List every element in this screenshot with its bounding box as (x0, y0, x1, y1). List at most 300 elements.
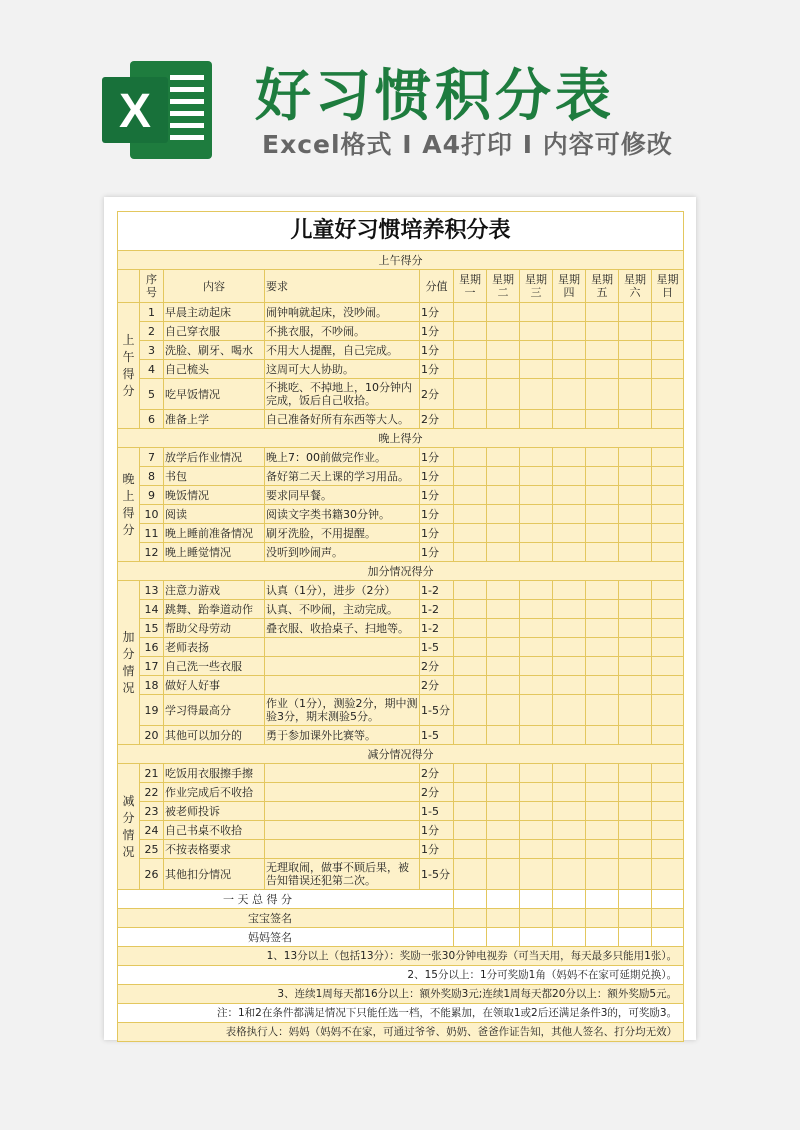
score-cell[interactable] (652, 840, 684, 859)
score-cell[interactable] (619, 543, 652, 562)
score-cell[interactable] (520, 524, 553, 543)
score-cell[interactable] (586, 341, 619, 360)
score-cell[interactable] (586, 505, 619, 524)
score-cell[interactable] (553, 726, 586, 745)
score-cell[interactable] (553, 676, 586, 695)
table-row (118, 726, 684, 745)
excel-logo-icon (100, 55, 215, 165)
table-row (118, 840, 684, 859)
summary-cell[interactable] (652, 890, 684, 909)
score-cell[interactable] (619, 379, 652, 410)
row-requirement: 叠衣服、收拾桌子、扫地等。 (265, 619, 420, 638)
score-cell[interactable] (454, 410, 487, 429)
score-cell[interactable] (520, 802, 553, 821)
section-heading-row (118, 429, 684, 448)
row-requirement: 作业（1分），测验2分，期中测验3分，期末测验5分。 (265, 695, 420, 726)
row-number: 14 (140, 600, 164, 619)
score-cell[interactable] (652, 802, 684, 821)
score-cell[interactable] (520, 821, 553, 840)
score-cell[interactable] (586, 524, 619, 543)
score-cell[interactable] (454, 543, 487, 562)
score-cell[interactable] (652, 676, 684, 695)
score-cell[interactable] (454, 448, 487, 467)
row-content: 洗脸、刷牙、喝水 (164, 341, 265, 360)
score-cell[interactable] (454, 524, 487, 543)
table-body (118, 212, 684, 1042)
summary-cell[interactable] (520, 890, 553, 909)
score-cell[interactable] (652, 695, 684, 726)
score-cell[interactable] (619, 360, 652, 379)
score-cell[interactable] (652, 524, 684, 543)
row-number: 15 (140, 619, 164, 638)
row-number: 25 (140, 840, 164, 859)
score-cell[interactable] (454, 676, 487, 695)
score-cell[interactable] (553, 410, 586, 429)
score-cell[interactable] (487, 859, 520, 890)
row-score: 1-5分 (420, 859, 454, 890)
note-row (118, 1023, 684, 1042)
table-row (118, 821, 684, 840)
row-requirement (265, 783, 420, 802)
row-requirement (265, 764, 420, 783)
score-cell[interactable] (619, 676, 652, 695)
row-score: 1分 (420, 524, 454, 543)
score-cell[interactable] (454, 657, 487, 676)
summary-cell[interactable] (619, 890, 652, 909)
score-cell[interactable] (586, 410, 619, 429)
table-row (118, 657, 684, 676)
score-cell[interactable] (487, 581, 520, 600)
note-text: 1、13分以上（包括13分）：奖励一张30分钟电视券（可当天用，每天最多只能用1张）。 (118, 947, 684, 966)
score-cell[interactable] (553, 467, 586, 486)
row-content: 晚饭情况 (164, 486, 265, 505)
score-cell[interactable] (454, 821, 487, 840)
row-score: 1-5 (420, 802, 454, 821)
header-spacer (118, 270, 140, 303)
score-cell[interactable] (652, 379, 684, 410)
score-cell[interactable] (454, 467, 487, 486)
score-cell[interactable] (487, 360, 520, 379)
score-cell[interactable] (619, 638, 652, 657)
summary-cell[interactable] (520, 909, 553, 928)
row-requirement: 没听到吵闹声。 (265, 543, 420, 562)
score-cell[interactable] (652, 600, 684, 619)
score-cell[interactable] (487, 600, 520, 619)
row-requirement (265, 802, 420, 821)
header-day: 星期二 (487, 270, 520, 303)
score-cell[interactable] (553, 524, 586, 543)
score-cell[interactable] (619, 657, 652, 676)
score-cell[interactable] (619, 600, 652, 619)
row-content: 吃早饭情况 (164, 379, 265, 410)
table-row (118, 802, 684, 821)
row-score: 1分 (420, 505, 454, 524)
row-requirement: 阅读文字类书籍30分钟。 (265, 505, 420, 524)
row-score: 1-5 (420, 726, 454, 745)
score-cell[interactable] (487, 379, 520, 410)
score-cell[interactable] (652, 764, 684, 783)
hero-subtitle: Excel格式 I A4打印 I 内容可修改 (262, 130, 673, 159)
score-cell[interactable] (619, 486, 652, 505)
score-cell[interactable] (652, 486, 684, 505)
score-cell[interactable] (586, 600, 619, 619)
summary-cell[interactable] (520, 928, 553, 947)
section-heading: 加分情况得分 (118, 562, 684, 581)
row-requirement: 勇于参加课外比赛等。 (265, 726, 420, 745)
score-cell[interactable] (553, 840, 586, 859)
score-cell[interactable] (553, 859, 586, 890)
section-heading: 减分情况得分 (118, 745, 684, 764)
score-cell[interactable] (586, 638, 619, 657)
summary-cell[interactable] (619, 928, 652, 947)
row-number: 26 (140, 859, 164, 890)
score-cell[interactable] (619, 524, 652, 543)
score-cell[interactable] (586, 764, 619, 783)
table-row (118, 695, 684, 726)
score-cell[interactable] (619, 303, 652, 322)
summary-cell[interactable] (553, 909, 586, 928)
row-number: 9 (140, 486, 164, 505)
score-cell[interactable] (619, 619, 652, 638)
score-cell[interactable] (487, 657, 520, 676)
summary-cell[interactable] (652, 928, 684, 947)
row-number: 22 (140, 783, 164, 802)
score-cell[interactable] (586, 726, 619, 745)
logo-letter: X (118, 85, 152, 138)
score-cell[interactable] (487, 448, 520, 467)
row-content: 帮助父母劳动 (164, 619, 265, 638)
summary-cell[interactable] (586, 909, 619, 928)
score-cell[interactable] (520, 676, 553, 695)
row-content: 放学后作业情况 (164, 448, 265, 467)
score-cell[interactable] (487, 695, 520, 726)
row-content: 作业完成后不收拾 (164, 783, 265, 802)
score-cell[interactable] (619, 448, 652, 467)
score-cell[interactable] (553, 379, 586, 410)
row-requirement: 自己准备好所有东西等大人。 (265, 410, 420, 429)
score-cell[interactable] (487, 341, 520, 360)
table-row (118, 322, 684, 341)
row-score: 1-2 (420, 581, 454, 600)
score-cell[interactable] (487, 764, 520, 783)
summary-cell[interactable] (454, 928, 487, 947)
score-cell[interactable] (652, 783, 684, 802)
score-cell[interactable] (487, 676, 520, 695)
score-cell[interactable] (454, 859, 487, 890)
score-cell[interactable] (487, 821, 520, 840)
score-cell[interactable] (553, 657, 586, 676)
score-cell[interactable] (553, 360, 586, 379)
row-requirement: 晚上7：00前做完作业。 (265, 448, 420, 467)
row-score: 1分 (420, 486, 454, 505)
row-content: 被老师投诉 (164, 802, 265, 821)
score-cell[interactable] (586, 657, 619, 676)
hero-title: 好习惯积分表 (255, 64, 615, 129)
table-row (118, 448, 684, 467)
score-cell[interactable] (619, 726, 652, 745)
row-number: 2 (140, 322, 164, 341)
score-cell[interactable] (553, 764, 586, 783)
row-content: 不按表格要求 (164, 840, 265, 859)
score-cell[interactable] (520, 410, 553, 429)
summary-cell[interactable] (553, 928, 586, 947)
row-requirement: 备好第二天上课的学习用品。 (265, 467, 420, 486)
score-cell[interactable] (520, 619, 553, 638)
score-cell[interactable] (619, 764, 652, 783)
score-cell[interactable] (454, 303, 487, 322)
score-cell[interactable] (586, 676, 619, 695)
score-cell[interactable] (487, 322, 520, 341)
score-cell[interactable] (520, 448, 553, 467)
row-score: 2分 (420, 783, 454, 802)
summary-cell[interactable] (586, 928, 619, 947)
score-cell[interactable] (454, 726, 487, 745)
score-cell[interactable] (487, 802, 520, 821)
header-index: 序号 (140, 270, 164, 303)
header-content: 内容 (164, 270, 265, 303)
score-cell[interactable] (454, 322, 487, 341)
score-cell[interactable] (487, 410, 520, 429)
score-cell[interactable] (619, 410, 652, 429)
score-cell[interactable] (652, 581, 684, 600)
row-content: 学习得最高分 (164, 695, 265, 726)
score-cell[interactable] (487, 467, 520, 486)
score-cell[interactable] (520, 764, 553, 783)
score-cell[interactable] (454, 783, 487, 802)
score-cell[interactable] (520, 486, 553, 505)
score-cell[interactable] (652, 448, 684, 467)
score-cell[interactable] (619, 859, 652, 890)
table-row (118, 543, 684, 562)
row-number: 23 (140, 802, 164, 821)
score-cell[interactable] (619, 581, 652, 600)
score-cell[interactable] (619, 802, 652, 821)
score-cell[interactable] (586, 303, 619, 322)
score-cell[interactable] (520, 600, 553, 619)
score-cell[interactable] (454, 619, 487, 638)
row-requirement: 认真（1分），进步（2分） (265, 581, 420, 600)
score-cell[interactable] (652, 322, 684, 341)
row-content: 注意力游戏 (164, 581, 265, 600)
summary-cell[interactable] (586, 890, 619, 909)
score-cell[interactable] (520, 859, 553, 890)
header-day: 星期三 (520, 270, 553, 303)
score-cell[interactable] (553, 505, 586, 524)
table-row (118, 303, 684, 322)
score-cell[interactable] (586, 695, 619, 726)
row-content: 吃饭用衣服擦手擦 (164, 764, 265, 783)
row-requirement (265, 638, 420, 657)
row-number: 21 (140, 764, 164, 783)
score-cell[interactable] (619, 467, 652, 486)
header-requirement: 要求 (265, 270, 420, 303)
row-requirement (265, 840, 420, 859)
score-cell[interactable] (553, 821, 586, 840)
score-cell[interactable] (520, 638, 553, 657)
score-cell[interactable] (652, 821, 684, 840)
row-number: 12 (140, 543, 164, 562)
score-cell[interactable] (454, 341, 487, 360)
row-number: 6 (140, 410, 164, 429)
row-requirement: 无理取闹，做事不顾后果，被告知错误还犯第二次。 (265, 859, 420, 890)
row-score: 1分 (420, 821, 454, 840)
score-cell[interactable] (619, 322, 652, 341)
score-cell[interactable] (553, 581, 586, 600)
score-cell[interactable] (487, 840, 520, 859)
score-cell[interactable] (487, 783, 520, 802)
score-cell[interactable] (454, 764, 487, 783)
summary-baby-sign: 宝宝签名 (118, 909, 454, 928)
score-cell[interactable] (553, 695, 586, 726)
row-number: 13 (140, 581, 164, 600)
score-cell[interactable] (586, 448, 619, 467)
score-cell[interactable] (619, 695, 652, 726)
score-cell[interactable] (520, 543, 553, 562)
score-cell[interactable] (619, 840, 652, 859)
score-cell[interactable] (586, 840, 619, 859)
score-cell[interactable] (553, 486, 586, 505)
note-row (118, 985, 684, 1004)
row-content: 自己梳头 (164, 360, 265, 379)
score-cell[interactable] (553, 802, 586, 821)
score-cell[interactable] (520, 322, 553, 341)
table-row (118, 486, 684, 505)
row-content: 自己穿衣服 (164, 322, 265, 341)
score-cell[interactable] (487, 524, 520, 543)
score-cell[interactable] (652, 360, 684, 379)
score-cell[interactable] (487, 543, 520, 562)
score-cell[interactable] (520, 783, 553, 802)
score-cell[interactable] (652, 657, 684, 676)
summary-cell[interactable] (553, 890, 586, 909)
score-cell[interactable] (487, 486, 520, 505)
score-cell[interactable] (619, 821, 652, 840)
score-cell[interactable] (652, 543, 684, 562)
score-cell[interactable] (520, 581, 553, 600)
score-cell[interactable] (553, 619, 586, 638)
score-cell[interactable] (586, 543, 619, 562)
score-cell[interactable] (553, 638, 586, 657)
summary-cell[interactable] (454, 890, 487, 909)
summary-cell[interactable] (487, 928, 520, 947)
score-cell[interactable] (652, 467, 684, 486)
score-cell[interactable] (454, 840, 487, 859)
row-number: 1 (140, 303, 164, 322)
score-cell[interactable] (553, 783, 586, 802)
score-cell[interactable] (454, 695, 487, 726)
score-cell[interactable] (652, 726, 684, 745)
score-cell[interactable] (520, 840, 553, 859)
summary-cell[interactable] (454, 909, 487, 928)
score-cell[interactable] (586, 802, 619, 821)
score-cell[interactable] (553, 341, 586, 360)
score-cell[interactable] (586, 859, 619, 890)
score-cell[interactable] (454, 581, 487, 600)
score-cell[interactable] (487, 619, 520, 638)
score-cell[interactable] (586, 379, 619, 410)
score-cell[interactable] (586, 467, 619, 486)
score-cell[interactable] (652, 619, 684, 638)
score-cell[interactable] (487, 505, 520, 524)
score-cell[interactable] (553, 303, 586, 322)
score-cell[interactable] (487, 303, 520, 322)
score-cell[interactable] (520, 505, 553, 524)
score-cell[interactable] (553, 448, 586, 467)
score-cell[interactable] (553, 543, 586, 562)
section-side-label: 上午得分 (118, 303, 140, 429)
row-content: 自己洗一些衣服 (164, 657, 265, 676)
score-cell[interactable] (553, 600, 586, 619)
score-cell[interactable] (586, 322, 619, 341)
score-cell[interactable] (586, 619, 619, 638)
score-cell[interactable] (586, 581, 619, 600)
score-cell[interactable] (652, 505, 684, 524)
score-cell[interactable] (520, 303, 553, 322)
score-cell[interactable] (454, 638, 487, 657)
row-score: 2分 (420, 676, 454, 695)
score-cell[interactable] (520, 341, 553, 360)
row-content: 跳舞、跆拳道动作 (164, 600, 265, 619)
score-cell[interactable] (553, 322, 586, 341)
score-cell[interactable] (454, 505, 487, 524)
score-cell[interactable] (454, 802, 487, 821)
row-content: 阅读 (164, 505, 265, 524)
summary-cell[interactable] (487, 909, 520, 928)
score-cell[interactable] (652, 341, 684, 360)
score-cell[interactable] (520, 467, 553, 486)
score-cell[interactable] (487, 726, 520, 745)
section-side-label: 晚上得分 (118, 448, 140, 562)
score-cell[interactable] (454, 600, 487, 619)
score-cell[interactable] (586, 486, 619, 505)
row-number: 19 (140, 695, 164, 726)
row-score: 1分 (420, 543, 454, 562)
score-cell[interactable] (520, 695, 553, 726)
score-cell[interactable] (652, 303, 684, 322)
score-cell[interactable] (619, 505, 652, 524)
row-requirement: 认真、不吵闹，主动完成。 (265, 600, 420, 619)
score-cell[interactable] (520, 726, 553, 745)
summary-cell[interactable] (619, 909, 652, 928)
score-cell[interactable] (586, 821, 619, 840)
score-cell[interactable] (454, 486, 487, 505)
header-day: 星期五 (586, 270, 619, 303)
summary-cell[interactable] (652, 909, 684, 928)
note-row (118, 966, 684, 985)
section-heading-row (118, 251, 684, 270)
score-cell[interactable] (520, 360, 553, 379)
score-cell[interactable] (454, 360, 487, 379)
score-cell[interactable] (619, 341, 652, 360)
note-text: 3、连续1周每天都16分以上：额外奖励3元;连续1周每天都20分以上：额外奖励5元。 (118, 985, 684, 1004)
table-row (118, 467, 684, 486)
score-cell[interactable] (454, 379, 487, 410)
table-row (118, 341, 684, 360)
row-content: 自己书桌不收拾 (164, 821, 265, 840)
score-cell[interactable] (520, 379, 553, 410)
score-cell[interactable] (652, 410, 684, 429)
score-cell[interactable] (619, 783, 652, 802)
score-cell[interactable] (520, 657, 553, 676)
section-heading: 上午得分 (118, 251, 684, 270)
score-cell[interactable] (586, 360, 619, 379)
score-cell[interactable] (487, 638, 520, 657)
row-score: 1分 (420, 303, 454, 322)
score-cell[interactable] (652, 859, 684, 890)
summary-cell[interactable] (487, 890, 520, 909)
score-cell[interactable] (586, 783, 619, 802)
score-cell[interactable] (652, 638, 684, 657)
